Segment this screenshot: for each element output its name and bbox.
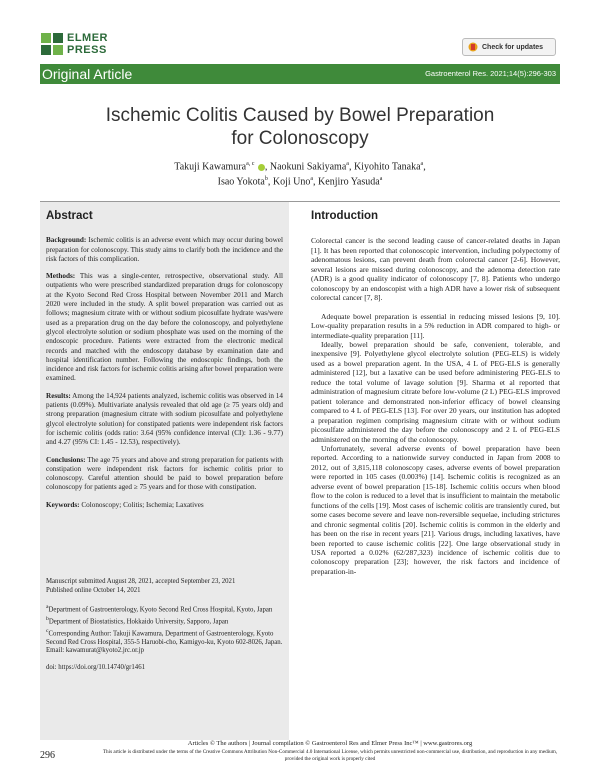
author-name[interactable]: Naokuni Sakiyama — [269, 161, 347, 173]
author-list — [120, 158, 480, 189]
corresponding-author-text: Corresponding Author: Takuji Kawamura, Department of Gastroenterology, Kyoto Second Red Cross Hospital, 355-5 Haruobi-cho, Kamigyo-ku, Kyoto 602-8026, Japan. Email: kawamurat@kyoto2.jrc.or.jp — [46, 630, 283, 655]
doi-link[interactable]: doi: https://doi.org/10.14740/gr1461 — [46, 663, 145, 671]
title-line1: Ischemic Colitis Caused by Bowel Preparation — [105, 105, 495, 126]
affiliation-a: $^a$Department of Gastroenterology, Kyoto Second Red Cross Hospital, Kyoto, Japan — [46, 604, 273, 614]
author-affiliation-marker: a, c — [246, 161, 255, 167]
manuscript-info — [46, 578, 283, 673]
affiliation-b: $^b$Department of Biostatistics, Hokkaido University, Sapporo, Japan — [46, 616, 229, 626]
author-affiliation-marker: a — [420, 161, 424, 167]
background-label: Background: — [46, 236, 87, 245]
affiliation-a-text: Department of Gastroenterology, Kyoto Second Red Cross Hospital, Kyoto, Japan — [48, 606, 273, 614]
results-label: Results: — [46, 391, 71, 400]
page-number: 296 — [40, 750, 55, 761]
author-affiliation-marker: a — [379, 176, 383, 183]
title-line2: for Colonoscopy — [231, 128, 369, 149]
conclusions-label: Conclusions: — [46, 455, 86, 464]
publisher-logo — [40, 30, 120, 66]
footer-copyright: Articles © The authors | Journal compilation © Gastroenterol Res and Elmer Press Inc™ | www.gastrores.org — [187, 740, 473, 747]
methods-text: This was a single-center, retrospective, observational study. All outpatients who were prescribed standardized preparation drugs for colonoscopy at the Kyoto Second Red Cross Hospital between November 2011 and March 2020 were included in the study. A split bowel preparation was carried out as follows; magnesium citrate with or without sodium picosulfate hydrate was/were used as a preparation drug on the day before the colonoscopy, and polyethylene glycol electrolyte solution or sodium phosphate was used on the morning of the endoscopic procedure. Patients were extracted from the electronic medical records and matched with the endoscopy database by examination date and hospital identification number. Following the endoscopic findings, both the incidence and risk factors for ischemic colitis arising after bowel preparation were examined. — [46, 272, 283, 383]
logo-text — [67, 32, 108, 56]
footer-license: This article is distributed under the terms of the Creative Commons Attribution Non-Commercial 4.0 International License, which permits unrestricted non-commercial use, distribution, and reproduction in any medium, provided the original work is properly cited — [102, 749, 558, 762]
submitted-date: Manuscript submitted August 28, 2021, accepted September 23, 2021 — [46, 578, 236, 585]
orcid-icon[interactable] — [258, 164, 265, 171]
article-title — [60, 104, 540, 150]
published-date: Published online October 14, 2021 — [46, 586, 141, 594]
keywords-label: Keywords: — [46, 500, 80, 509]
introduction-heading: Introduction — [311, 210, 379, 222]
keywords-text: Colonoscopy; Colitis; Ischemia; Laxatives — [81, 500, 204, 509]
author-name[interactable]: Kiyohito Tanaka — [353, 161, 421, 173]
article-type: Original Article — [42, 66, 133, 82]
author-name[interactable]: Kenjiro Yasuda — [318, 176, 380, 188]
introduction-section — [311, 212, 560, 576]
check-for-updates-button[interactable] — [462, 38, 556, 56]
logo-line2: PRESS — [67, 44, 107, 56]
abstract-results — [46, 392, 283, 448]
abstract-keywords — [46, 501, 283, 510]
author-affiliation-marker: b — [264, 176, 268, 183]
author-affiliation-marker: a — [346, 161, 349, 167]
intro-paragraph: Ideally, bowel preparation should be safe, convenient, tolerable, and inexpensive [9]. Polyethylene glycol electrolyte solution (PEG-ELS) is widely used as a bowel preparation agent. In the USA, 4 L of PEG-ELS is generally administered [12], but a laxative can be used before administering PEG-ELS to reduce the total volume of lavage solution [9]. Sharma et al reported that administration of magnesium citrate before low-volume (2 L) PEG-ELS improved patient tolerance and demonstrated non-inferior efficacy of bowel cleansing compared to 4 L of PEG-ELS [13]. For over 20 years, our institution has adopted a preparation regimen comprising magnesium citrate with or without sodium picosulfate administered the day before the colonoscopy and 2 L of PEG-ELS administered on the morning of the colonoscopy. — [311, 339, 560, 444]
author-name[interactable]: Takuji Kawamura — [174, 161, 247, 173]
authors-line2: Isao Yokota$^b$, Koji Uno$^a$, Kenjiro Yasuda$^a$ — [217, 176, 383, 188]
abstract-heading: Abstract — [46, 210, 93, 222]
background-text: Ischemic colitis is an adverse event which may occur during bowel preparation for colonoscopy. This study aims to clarify both the incidence and the risk factors of this complication. — [46, 236, 283, 263]
methods-label: Methods: — [46, 272, 76, 281]
authors-line1: Takuji Kawamura$^{a, c}$ , Naokuni Sakiyama$^a$, Kiyohito Tanaka$^a$, — [174, 161, 426, 173]
author-affiliation-marker: a — [310, 176, 314, 183]
author-name[interactable]: Isao Yokota — [217, 176, 265, 188]
logo-line1: ELMER — [67, 32, 108, 44]
results-text: Among the 14,924 patients analyzed, ischemic colitis was observed in 14 patients (0.09%). Multivariate analysis revealed that old age (≥ 75 years old) and strong preparation (magnesium citrate with sodium picosulfate and polyethylene glycol electrolyte solution) for constipated patients were independent risk factors for ischemic colitis (odds ratio: 3.64 (95% confidence interval (CI): 1.36 - 9.77) and 4.27 (95% CI: 1.45 - 12.53), respectively). — [46, 391, 283, 447]
intro-paragraph: Colorectal cancer is the second leading cause of cancer-related deaths in Japan [1]. It has been reported that colonoscopic intervention, including polypectomy of adenomatous lesions, can prevent death from colorectal cancer [2-6]. However, several lesions are missed during colonoscopy, and the adenoma detection rate (ADR) is a good quality indicator of colonoscopy [7, 8]. Patients who undergo colonoscopy by an endoscopist with a high ADR have a lower risk of subsequent colorectal cancer [7, 8]. — [311, 236, 560, 303]
abstract-conclusions — [46, 456, 283, 493]
abstract-background — [46, 236, 283, 264]
abstract-section — [46, 212, 283, 518]
elmer-press-logo-icon — [40, 32, 64, 56]
author-name[interactable]: Koji Uno — [272, 176, 311, 188]
affiliation-b-text: Department of Biostatistics, Hokkaido University, Sapporo, Japan — [48, 618, 229, 626]
update-icon — [468, 42, 478, 52]
intro-paragraph: Unfortunately, several adverse events of bowel preparation have been reported. According to a nationwide survey conducted in Japan from 2008 to 2012, out of 3,815,118 colonoscopy cases, adverse events of bowel preparation were reported in 105 cases (0.003%) [14]. Ischemic colitis is recognized as an adverse event of bowel preparation [15-18]. Ischemic colitis occurs when blood flow to the colon is reduced to a level that is insufficient to maintain the metabolic functions of the cells [19]. Most cases of ischemic colitis are transiently cured, but some cases become severe and leave non-reversible sequelae, including strictures and chronic segmental colitis [20]. Ischemic colitis is common in the elderly and has been on the rise in recent years [21]. Various drugs, including laxatives, have been reported to cause ischemic colitis [22]. One large observational study in USA reported a 0.02% (62/287,323) incidence of ischemic colitis due to colonoscopy preparation [23]; however, the risk factors and incidence of preparation-in- — [311, 443, 560, 576]
intro-paragraph: Adequate bowel preparation is essential in reducing missed lesions [9, 10]. Low-quality preparation results in a 5% reduction in ADR compared to high- or intermediate-quality preparation [11]. — [311, 311, 560, 340]
journal-citation: Gastroenterol Res. 2021;14(5):296-303 — [425, 69, 556, 78]
affiliation-c: $^c$Corresponding Author: Takuji Kawamura, Department of Gastroenterology, Kyoto Second Red Cross Hospital, 355-5 Haruobi-cho, Kamigyo-ku, Kyoto 602-8026, Japan. Email: kawamurat@kyoto2.jrc.or.jp — [46, 627, 283, 655]
article-banner — [40, 64, 560, 84]
abstract-methods — [46, 272, 283, 384]
conclusions-text: The age 75 years and above and strong preparation for patients with constipation were independent risk factors for ischemic colitis prior to colonoscopy. Careful attention should be paid to bowel preparation before colonoscopy for patients aged ≥ 75 years and for those with constipation. — [46, 455, 283, 492]
check-for-updates-label: Check for updates — [482, 43, 544, 51]
